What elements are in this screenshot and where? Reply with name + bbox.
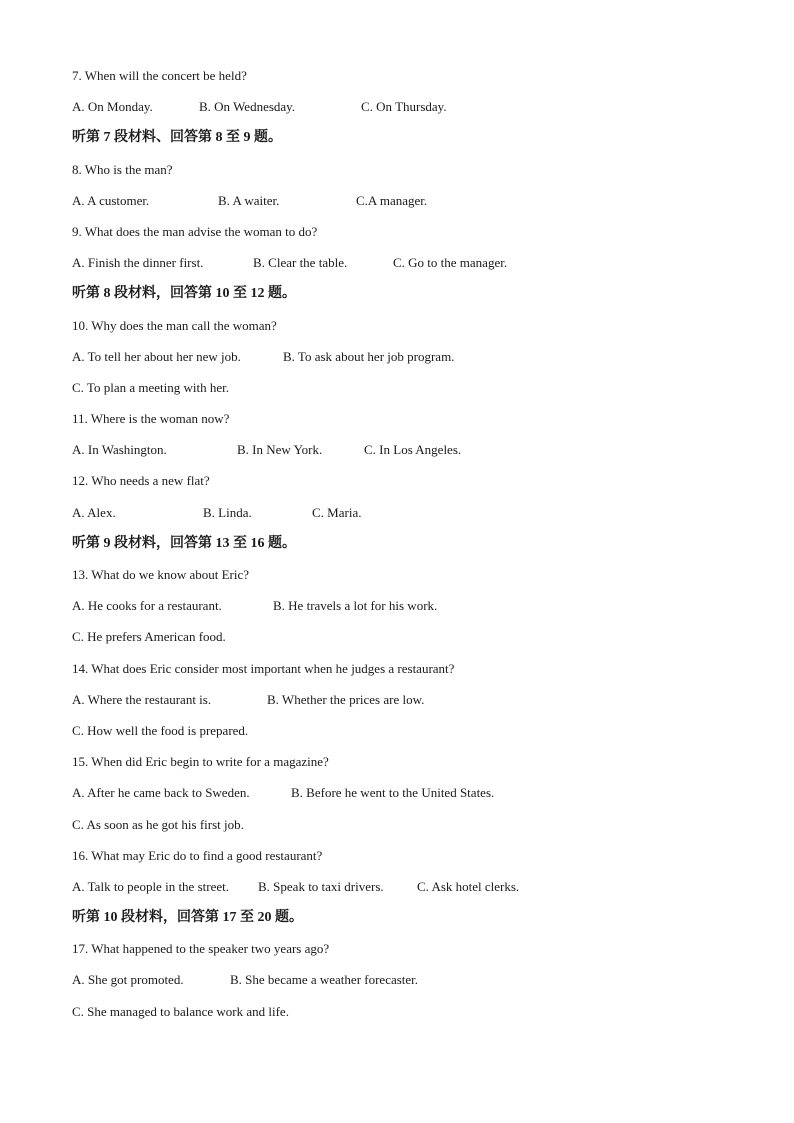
- options-10-ab: [72, 347, 732, 378]
- question-9: 9. What does the man advise the woman to do?: [72, 223, 318, 239]
- question-7: 7. When will the concert be held?: [72, 68, 247, 83]
- question-12: 12. Who needs a new flat?: [72, 473, 210, 489]
- question-14: 14. What does Eric consider most important when he judges a restaurant?: [72, 660, 455, 676]
- option-16a: A. Talk to people in the street.: [72, 878, 229, 894]
- question-13: 13. What do we know about Eric?: [72, 567, 250, 582]
- option-15a: A. After he came back to Sweden.: [72, 785, 250, 801]
- question-11: 11. Where is the woman now?: [72, 411, 230, 427]
- section-heading-8: 听第 8 段材料，回答第 10 至 12 题。: [72, 286, 296, 302]
- question-16: 16. What may Eric do to find a good restaurant?: [72, 847, 323, 863]
- option-10b: B. To ask about her job program.: [283, 348, 455, 364]
- option-9c: C. Go to the manager.: [393, 255, 508, 271]
- option-9a: A. Finish the dinner first.: [72, 255, 204, 271]
- option-14c: C. How well the food is prepared.: [72, 722, 249, 738]
- question-15: 15. When did Eric begin to write for a magazine?: [72, 754, 329, 770]
- option-9b: B. Clear the table.: [253, 255, 348, 271]
- option-8b: B. A waiter.: [218, 192, 280, 208]
- option-16b: B. Speak to taxi drivers.: [258, 878, 384, 894]
- options-13-ab: [72, 596, 732, 627]
- option-17c: C. She managed to balance work and life.: [72, 1003, 289, 1019]
- option-14a: A. Where the restaurant is.: [72, 691, 212, 707]
- option-14b: B. Whether the prices are low.: [267, 691, 425, 707]
- section-heading-9: 听第 9 段材料，回答第 13 至 16 题。: [72, 535, 296, 551]
- options-12: [72, 503, 732, 534]
- option-15b: B. Before he went to the United States.: [291, 785, 495, 801]
- options-14-ab: [72, 690, 732, 721]
- section-heading-7: 听第 7 段材料、回答第 8 至 9 题。: [72, 130, 282, 146]
- option-16c: C. Ask hotel clerks.: [417, 878, 520, 894]
- option-7c: C. On Thursday.: [361, 99, 447, 115]
- option-8c: C.A manager.: [356, 192, 428, 208]
- option-11a: A. In Washington.: [72, 442, 167, 458]
- options-8: [72, 191, 732, 222]
- option-17b: B. She became a weather forecaster.: [230, 972, 419, 988]
- option-10a: A. To tell her about her new job.: [72, 348, 241, 364]
- option-10c: C. To plan a meeting with her.: [72, 379, 229, 395]
- option-11c: C. In Los Angeles.: [364, 442, 462, 458]
- option-17a: A. She got promoted.: [72, 972, 184, 988]
- option-11b: B. In New York.: [237, 442, 323, 458]
- option-12b: B. Linda.: [203, 504, 252, 520]
- options-17-ab: [72, 970, 732, 1001]
- options-15-ab: [72, 783, 732, 814]
- option-13b: B. He travels a lot for his work.: [273, 598, 438, 614]
- options-9: [72, 253, 732, 284]
- option-15c: C. As soon as he got his first job.: [72, 816, 244, 832]
- question-17: 17. What happened to the speaker two years ago?: [72, 941, 330, 957]
- option-12a: A. Alex.: [72, 504, 116, 520]
- options-16: [72, 877, 732, 908]
- option-13a: A. He cooks for a restaurant.: [72, 598, 222, 614]
- question-10: 10. Why does the man call the woman?: [72, 317, 277, 333]
- question-8: 8. Who is the man?: [72, 161, 173, 177]
- exam-page: [72, 66, 732, 1033]
- option-7b: B. On Wednesday.: [199, 99, 296, 115]
- section-heading-10: 听第 10 段材料，回答第 17 至 20 题。: [72, 910, 303, 926]
- options-7: [72, 97, 732, 128]
- option-8a: A. A customer.: [72, 192, 150, 208]
- option-7a: A. On Monday.: [72, 99, 153, 115]
- options-11: [72, 440, 732, 471]
- option-12c: C. Maria.: [312, 504, 362, 520]
- option-13c: C. He prefers American food.: [72, 629, 226, 645]
